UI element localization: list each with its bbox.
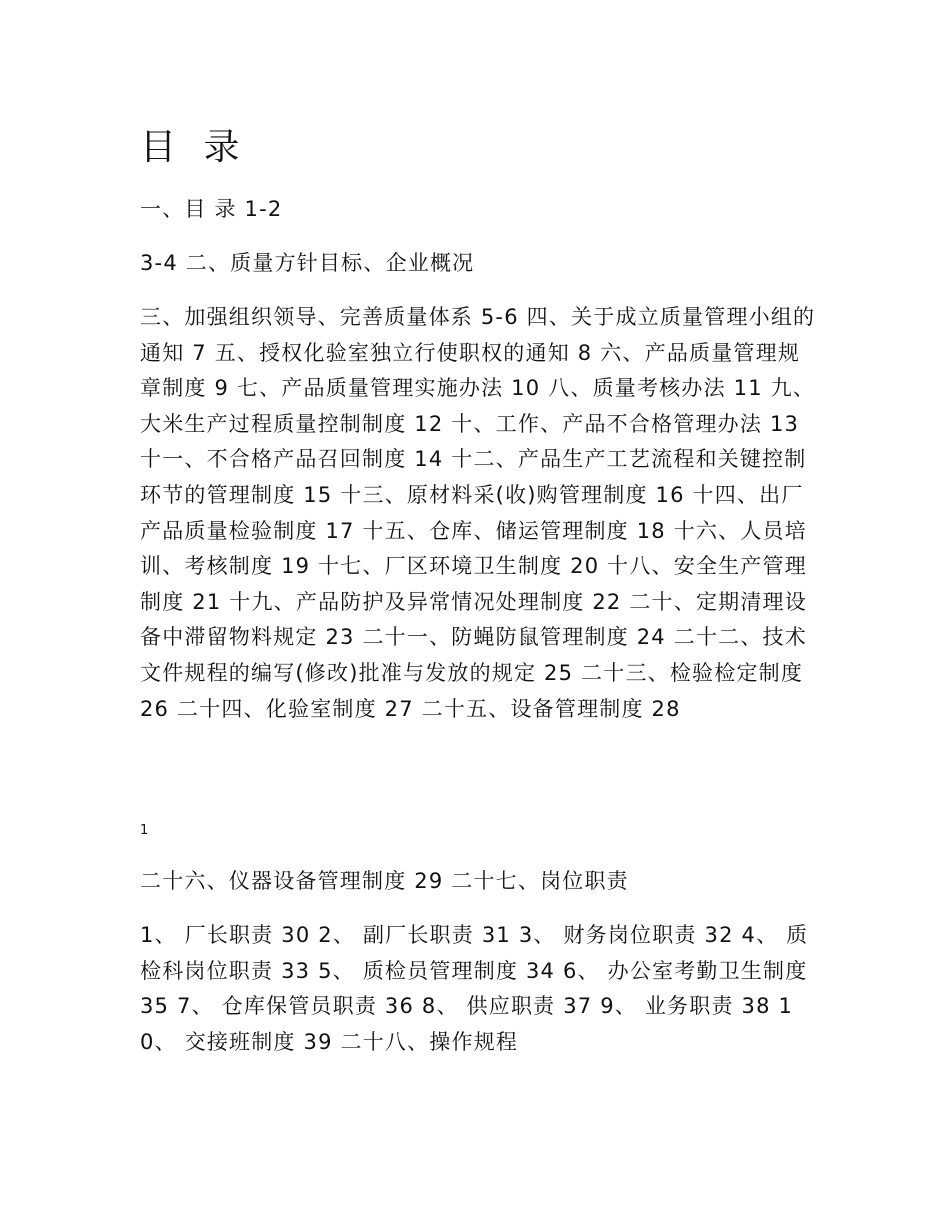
toc-paragraph: 1、 厂长职责 30 2、 副厂长职责 31 3、 财务岗位职责 32 4、 质检科岗位职责 33 5、 质检员管理制度 34 6、 办公室考勤卫生制度 35 7、 仓库保管员职责 36 8、 供应职责 37 9、 业务职责 38 10、 交接班制度 39 二十八、操作规程 xyxy=(140,923,809,1054)
document-page xyxy=(140,0,820,1230)
toc-paragraph: 一、目 录 1-2 xyxy=(140,197,283,221)
toc-paragraph: 3-4 二、质量方针目标、企业概况 xyxy=(140,251,475,275)
page-number: 1 xyxy=(140,823,149,838)
page-title: 目 录 xyxy=(140,127,248,168)
toc-paragraph: 三、加强组织领导、完善质量体系 5-6 四、关于成立质量管理小组的通知 7 五、授权化验室独立行使职权的通知 8 六、产品质量管理规章制度 9 七、产品质量管理实施办法 10 八、质量考核办法 11 九、大米生产过程质量控制制度 12 十、工作、产品不合格管理办法 13 十一、不合格产品召回制度 14 十二、产品生产工艺流程和关键控制环节的管理制度 15 十三、原材料采(收)购管理制度 16 十四、出厂产品质量检验制度 17 十五、仓库、储运管理制度 18 十六、人员培训、考核制度 19 十七、厂区环境卫生制度 20 十八、安全生产管理制度 21 十九、产品防护及异常情况处理制度 22 二十、定期清理设备中滞留物料规定 23 二十一、防蝇防鼠管理制度 24 二十二、技术文件规程的编写(修改)批准与发放的规定 25 二十三、检验检定制度 26 二十四、化验室制度 27 二十五、设备管理制度 28 xyxy=(140,305,816,721)
toc-paragraph: 二十六、仪器设备管理制度 29 二十七、岗位职责 xyxy=(140,869,629,893)
